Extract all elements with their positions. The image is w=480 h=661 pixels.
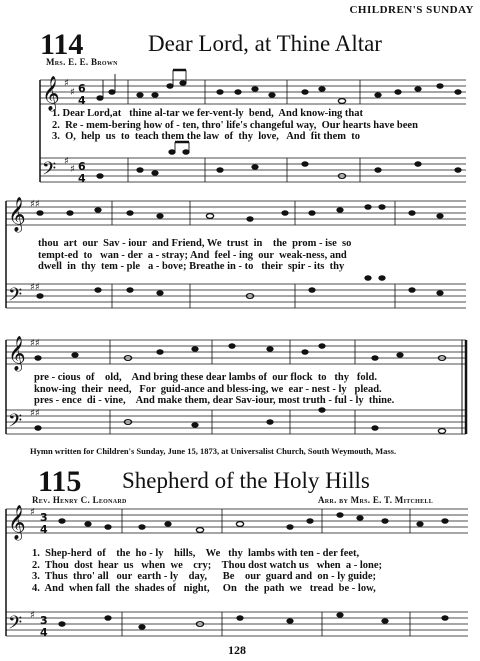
svg-text:6: 6 [78, 160, 86, 173]
hymn-115-number: 115 [38, 465, 82, 498]
lyric-line: 3. O, help us to teach them the law of thy love, And fit them to [52, 131, 360, 142]
hymn-114-title: Dear Lord, at Thine Altar [148, 31, 382, 56]
treble-clef-icon: 𝄞 [8, 197, 26, 232]
staff-114-2-bass [6, 284, 466, 308]
bass-clef-icon: 𝄢 [42, 159, 57, 184]
svg-text:♯: ♯ [70, 164, 75, 175]
svg-text:♯: ♯ [30, 610, 35, 621]
hymn-115-title: Shepherd of the Holy Hills [122, 468, 370, 493]
lyric-line: 1. Dear Lord,at thine al-tar we fer-vent-ly bend, And know-ing that [52, 108, 364, 119]
lyric-line: know-ing their need, For guid-ance and bless-ing, we ear - nest - ly plead. [34, 383, 382, 395]
hymn-114-system-3-lyrics [34, 372, 394, 407]
svg-text:♯♯: ♯♯ [30, 338, 40, 349]
staff-115-1-treble [6, 509, 468, 533]
treble-clef-icon: 𝄞 [42, 76, 60, 111]
hymn-115-author: Rev. Henry C. Leonard [32, 495, 127, 505]
hymn-114-system-2-lyrics [38, 238, 351, 273]
svg-text:4: 4 [78, 94, 86, 107]
svg-text:♯: ♯ [64, 78, 69, 89]
hymn-114-system-1-lyrics [52, 108, 418, 143]
svg-text:6: 6 [78, 82, 86, 95]
lyric-line: 3. Thus thro' all our earth - ly day, Be our guard and on - ly guide; [32, 571, 377, 582]
section-header: CHILDREN'S SUNDAY [349, 4, 474, 16]
hymn-115-system-1-lyrics [32, 548, 382, 594]
svg-text:4: 4 [40, 626, 48, 639]
lyric-line: tempt-ed to wan - der a - stray; And feel - ing our weak-ness, and [38, 249, 347, 261]
bass-clef-icon: 𝄢 [8, 613, 23, 638]
hymn-115-arranger: Arr. by Mrs. E. T. Mitchell [318, 495, 434, 505]
staff-114-2-treble [6, 201, 466, 225]
lyric-line: pres - ence di - vine, And make them, dear Sav-iour, most truth - ful - ly thine. [34, 395, 395, 406]
svg-text:3: 3 [40, 614, 48, 627]
lyric-line: thou art our Sav - iour and Friend, We trust in the prom - ise so [38, 238, 352, 249]
lyric-line: 1. Shep-herd of the ho - ly hills, We thy lambs with ten - der feet, [32, 548, 360, 559]
lyric-line: 2. Re - mem-bering how of - ten, thro' life's changeful way, Our hearts have been [52, 119, 418, 131]
treble-clef-icon: 𝄞 [8, 505, 26, 540]
staff-114-1-treble [40, 80, 466, 104]
lyric-line: 2. Thou dost hear us when we cry; Thou dost watch us when a - lone; [32, 559, 383, 571]
lyric-line: dwell in thy tem - ple a - bove; Breathe in - to their spir - its thy [38, 261, 345, 272]
staff-114-3-bass [6, 410, 466, 434]
bass-clef-icon: 𝄢 [8, 411, 23, 436]
svg-text:♯: ♯ [30, 507, 35, 518]
svg-text:♯♯: ♯♯ [30, 199, 40, 210]
treble-clef-icon: 𝄞 [8, 336, 26, 371]
hymn-114-number: 114 [40, 28, 84, 61]
staff-114-1-bass [40, 158, 466, 182]
hymn-114-footnote: Hymn written for Children's Sunday, June 15, 1873, at Universalist Church, South Weymouth, Mass. [30, 446, 397, 456]
page-number: 128 [228, 643, 246, 657]
svg-text:♯: ♯ [64, 156, 69, 167]
svg-text:♯♯: ♯♯ [30, 282, 40, 293]
bass-clef-icon: 𝄢 [8, 285, 23, 310]
staff-115-1-bass [6, 612, 468, 636]
lyric-line: 4. And when fall the shades of night, On the path we tread be - low, [32, 582, 376, 594]
lyric-line: pre - cious of old, And bring these dear lambs of our flock to thy fold. [34, 372, 378, 383]
staff-114-3-treble [6, 340, 466, 364]
svg-text:4: 4 [40, 523, 48, 536]
svg-text:3: 3 [40, 511, 48, 524]
hymn-114-composer: Mrs. E. E. Brown [46, 57, 118, 67]
svg-text:4: 4 [78, 172, 86, 185]
svg-text:♯♯: ♯♯ [30, 408, 40, 419]
svg-text:♯: ♯ [70, 87, 75, 98]
